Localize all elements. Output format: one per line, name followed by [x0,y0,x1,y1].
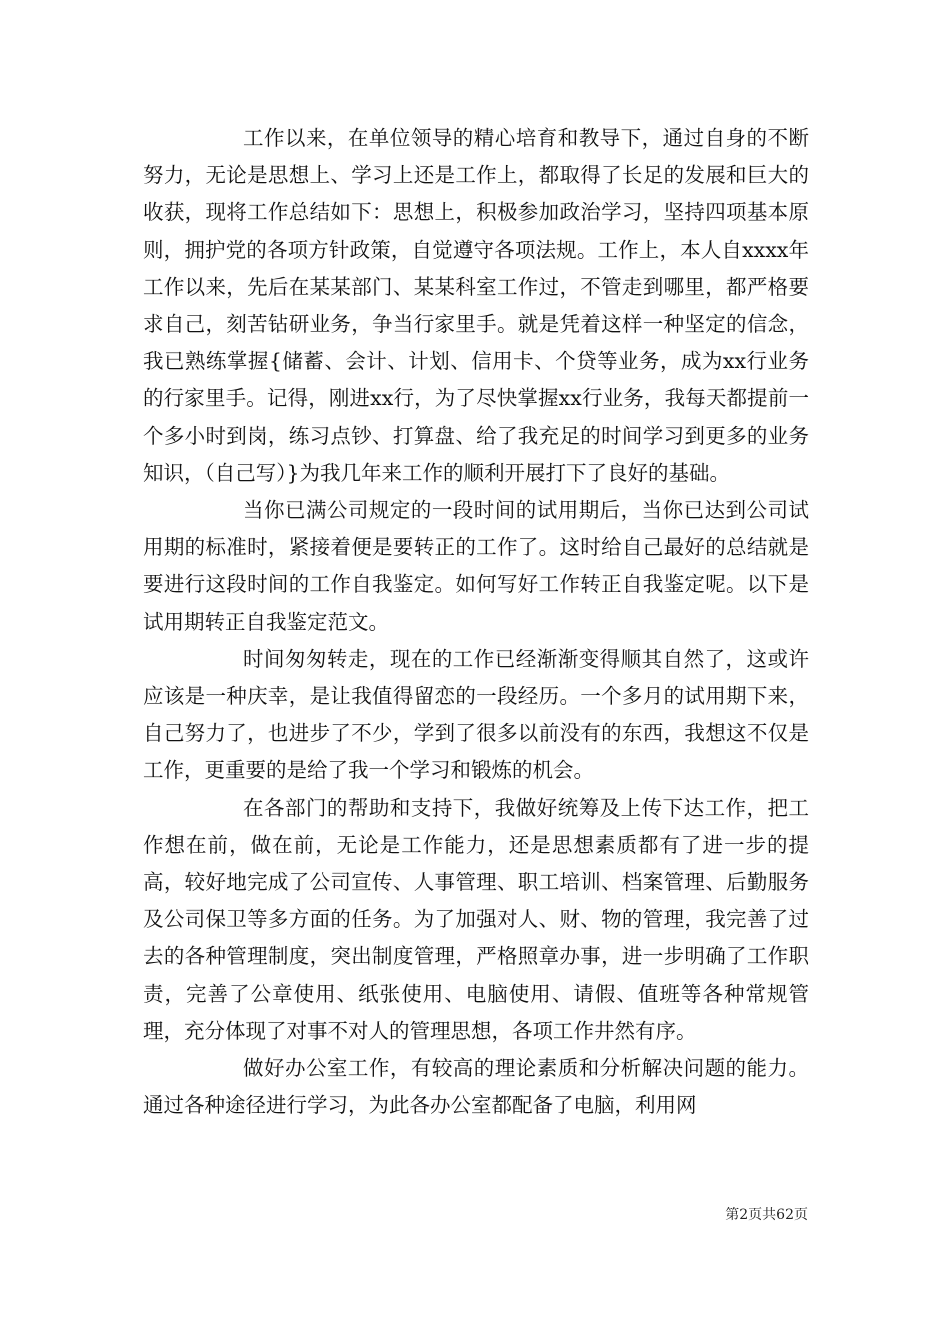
document-body [143,120,809,1124]
paragraph-1: 工作以来，在单位领导的精心培育和教导下，通过自身的不断努力，无论是思想上、学习上还是工作上，都取得了长足的发展和巨大的收获，现将工作总结如下：思想上，积极参加政治学习，坚持四项基本原则，拥护党的各项方针政策，自觉遵守各项法规。工作上，本人自xxxx年工作以来，先后在某某部门、某某科室工作过，不管走到哪里，都严格要求自己，刻苦钻研业务，争当行家里手。就是凭着这样一种坚定的信念，我已熟练掌握{储蓄、会计、计划、信用卡、个贷等业务，成为xx行业务的行家里手。记得，刚进xx行，为了尽快掌握xx行业务，我每天都提前一个多小时到岗，练习点钞、打算盘、给了我充足的时间学习到更多的业务知识，（自己写）}为我几年来工作的顺利开展打下了良好的基础。 [143,126,809,485]
paragraph-4: 在各部门的帮助和支持下，我做好统筹及上传下达工作，把工作想在前，做在前，无论是工作能力，还是思想素质都有了进一步的提高，较好地完成了公司宣传、人事管理、职工培训、档案管理、后勤服务及公司保卫等多方面的任务。为了加强对人、财、物的管理，我完善了过去的各种管理制度，突出制度管理，严格照章办事，进一步明确了工作职责，完善了公章使用、纸张使用、电脑使用、请假、值班等各种常规管理，充分体现了对事不对人的管理思想，各项工作井然有序。 [143,795,809,1043]
paragraph-2: 当你已满公司规定的一段时间的试用期后，当你已达到公司试用期的标准时，紧接着便是要转正的工作了。这时给自己最好的总结就是要进行这段时间的工作自我鉴定。如何写好工作转正自我鉴定呢。以下是试用期转正自我鉴定范文。 [143,498,809,634]
paragraph-5: 做好办公室工作，有较高的理论素质和分析解决问题的能力。通过各种途径进行学习，为此各办公室都配备了电脑，利用网 [143,1056,809,1118]
page-number-footer: 第2页共62页 [725,1207,808,1223]
paragraph-3: 时间匆匆转走，现在的工作已经渐渐变得顺其自然了，这或许应该是一种庆幸，是让我值得留恋的一段经历。一个多月的试用期下来，自己努力了，也进步了不少，学到了很多以前没有的东西，我想这不仅是工作，更重要的是给了我一个学习和锻炼的机会。 [143,646,809,783]
